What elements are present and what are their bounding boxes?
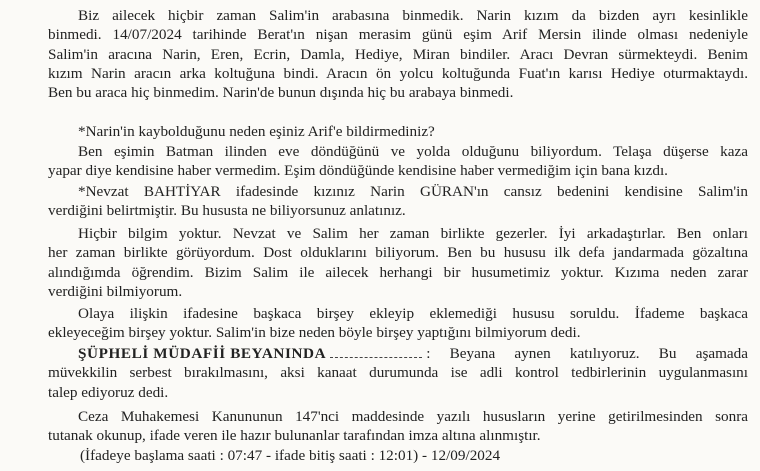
dotted-fill bbox=[330, 357, 422, 358]
text-line: Ben bu araca hiç binmedim. Narin'de bunun dışında hiç bu arabaya binmedi. bbox=[48, 84, 514, 102]
text-line: *Narin'in kaybolduğunu neden eşiniz Arif'e bildirmediniz? bbox=[78, 123, 435, 140]
time-line: (İfadeye başlama saati : 07:47 - ifade bitiş saati : 12:01) - 12/09/2024 bbox=[80, 446, 501, 464]
answer-nevzat bbox=[48, 224, 748, 301]
question-nevzat bbox=[48, 182, 748, 221]
paragraph-vehicle-statement bbox=[48, 6, 748, 102]
text-line bbox=[48, 344, 748, 363]
text-line: alındığımda öğrendim. Bizim Salim ile ailecek herhangi bir husumetimiz yoktur. Kızıma neden zarar bbox=[48, 263, 748, 281]
text-line: Biz ailecek hiçbir zaman Salim'in arabasına binmedik. Narin kızım da bizden ayrı kesinlikle bbox=[78, 7, 748, 24]
paragraph-closing bbox=[48, 407, 748, 465]
text-line: kızım Narin aracın arka koltuğuna bindi. Aracın ön yolcu koltuğunda Fuat'ın karısı Hediye oturmaktaydı. bbox=[48, 64, 748, 82]
text-line: Ben eşimin Batman ilinden eve döndüğünü ve yolda olduğunu biliyordum. Telaşa düşerse kaza bbox=[78, 143, 748, 160]
text-line: her zaman birlikte görüyordum. Dost olduklarını biliyorum. Ben bu hususu ilk defa jandarmada gözaltına bbox=[48, 244, 748, 262]
text-line: verdiğini belirtmiştir. Bu hususta ne biliyorsunuz anlatınız. bbox=[48, 202, 406, 220]
text-line: ekleyeceğim birşey yoktur. Salim'in bize neden böyle birşey yaptığını bilmiyorum dedi. bbox=[48, 324, 581, 342]
paragraph-additional bbox=[48, 304, 748, 343]
text-line: Salim'in aracına Narin, Eren, Ecrin, Damla, Hediye, Miran bindiler. Aracı Devran sürmekteydi. Benim bbox=[48, 45, 748, 63]
text-line: talep ediyoruz dedi. bbox=[48, 383, 169, 401]
counsel-statement-start: : Beyana aynen katılıyoruz. Bu aşamada bbox=[426, 345, 748, 362]
question-arif bbox=[48, 122, 748, 141]
text-line: binmedi. 14/07/2024 tarihinde Berat'ın nişan merasim günü eşim Arif Mersin ilinde olması nedeniyle bbox=[48, 26, 748, 44]
text-line: müvekkilin serbest bırakılmasını, aksi kanaat durumunda ise adli kontrol tedbirlerinin uygulanmasını bbox=[48, 364, 748, 382]
paragraph-defense-counsel bbox=[48, 344, 748, 402]
text-line: tutanak okunup, ifade veren ile hazır bulunanlar tarafından imza altına alınmıştır. bbox=[48, 427, 541, 445]
answer-arif bbox=[48, 142, 748, 181]
text-line: yapar diye kendisine haber vermedim. Eşim döndüğünde kendisine haber vermediğim için bana kızdı. bbox=[48, 162, 668, 180]
text-line: *Nevzat BAHTİYAR ifadesinde kızınız Narin GÜRAN'ın cansız bedenini kendisine Salim'in bbox=[78, 183, 748, 200]
text-line: Olaya ilişkin ifadesine başkaca birşey ekleyip eklemediği hususu soruldu. İfademe başkaca bbox=[78, 305, 748, 322]
text-line: Ceza Muhakemesi Kanununun 147'nci maddesinde yazılı hususların yerine getirilmesinden sonra bbox=[78, 408, 748, 425]
counsel-heading: ŞÜPHELİ MÜDAFİİ BEYANINDA bbox=[78, 345, 327, 362]
text-line: verdiğini bilmiyorum. bbox=[48, 282, 183, 300]
text-line: Hiçbir bilgim yoktur. Nevzat ve Salim her zaman birlikte gezerler. İyi arkadaştırlar. Ben onları bbox=[78, 225, 748, 242]
